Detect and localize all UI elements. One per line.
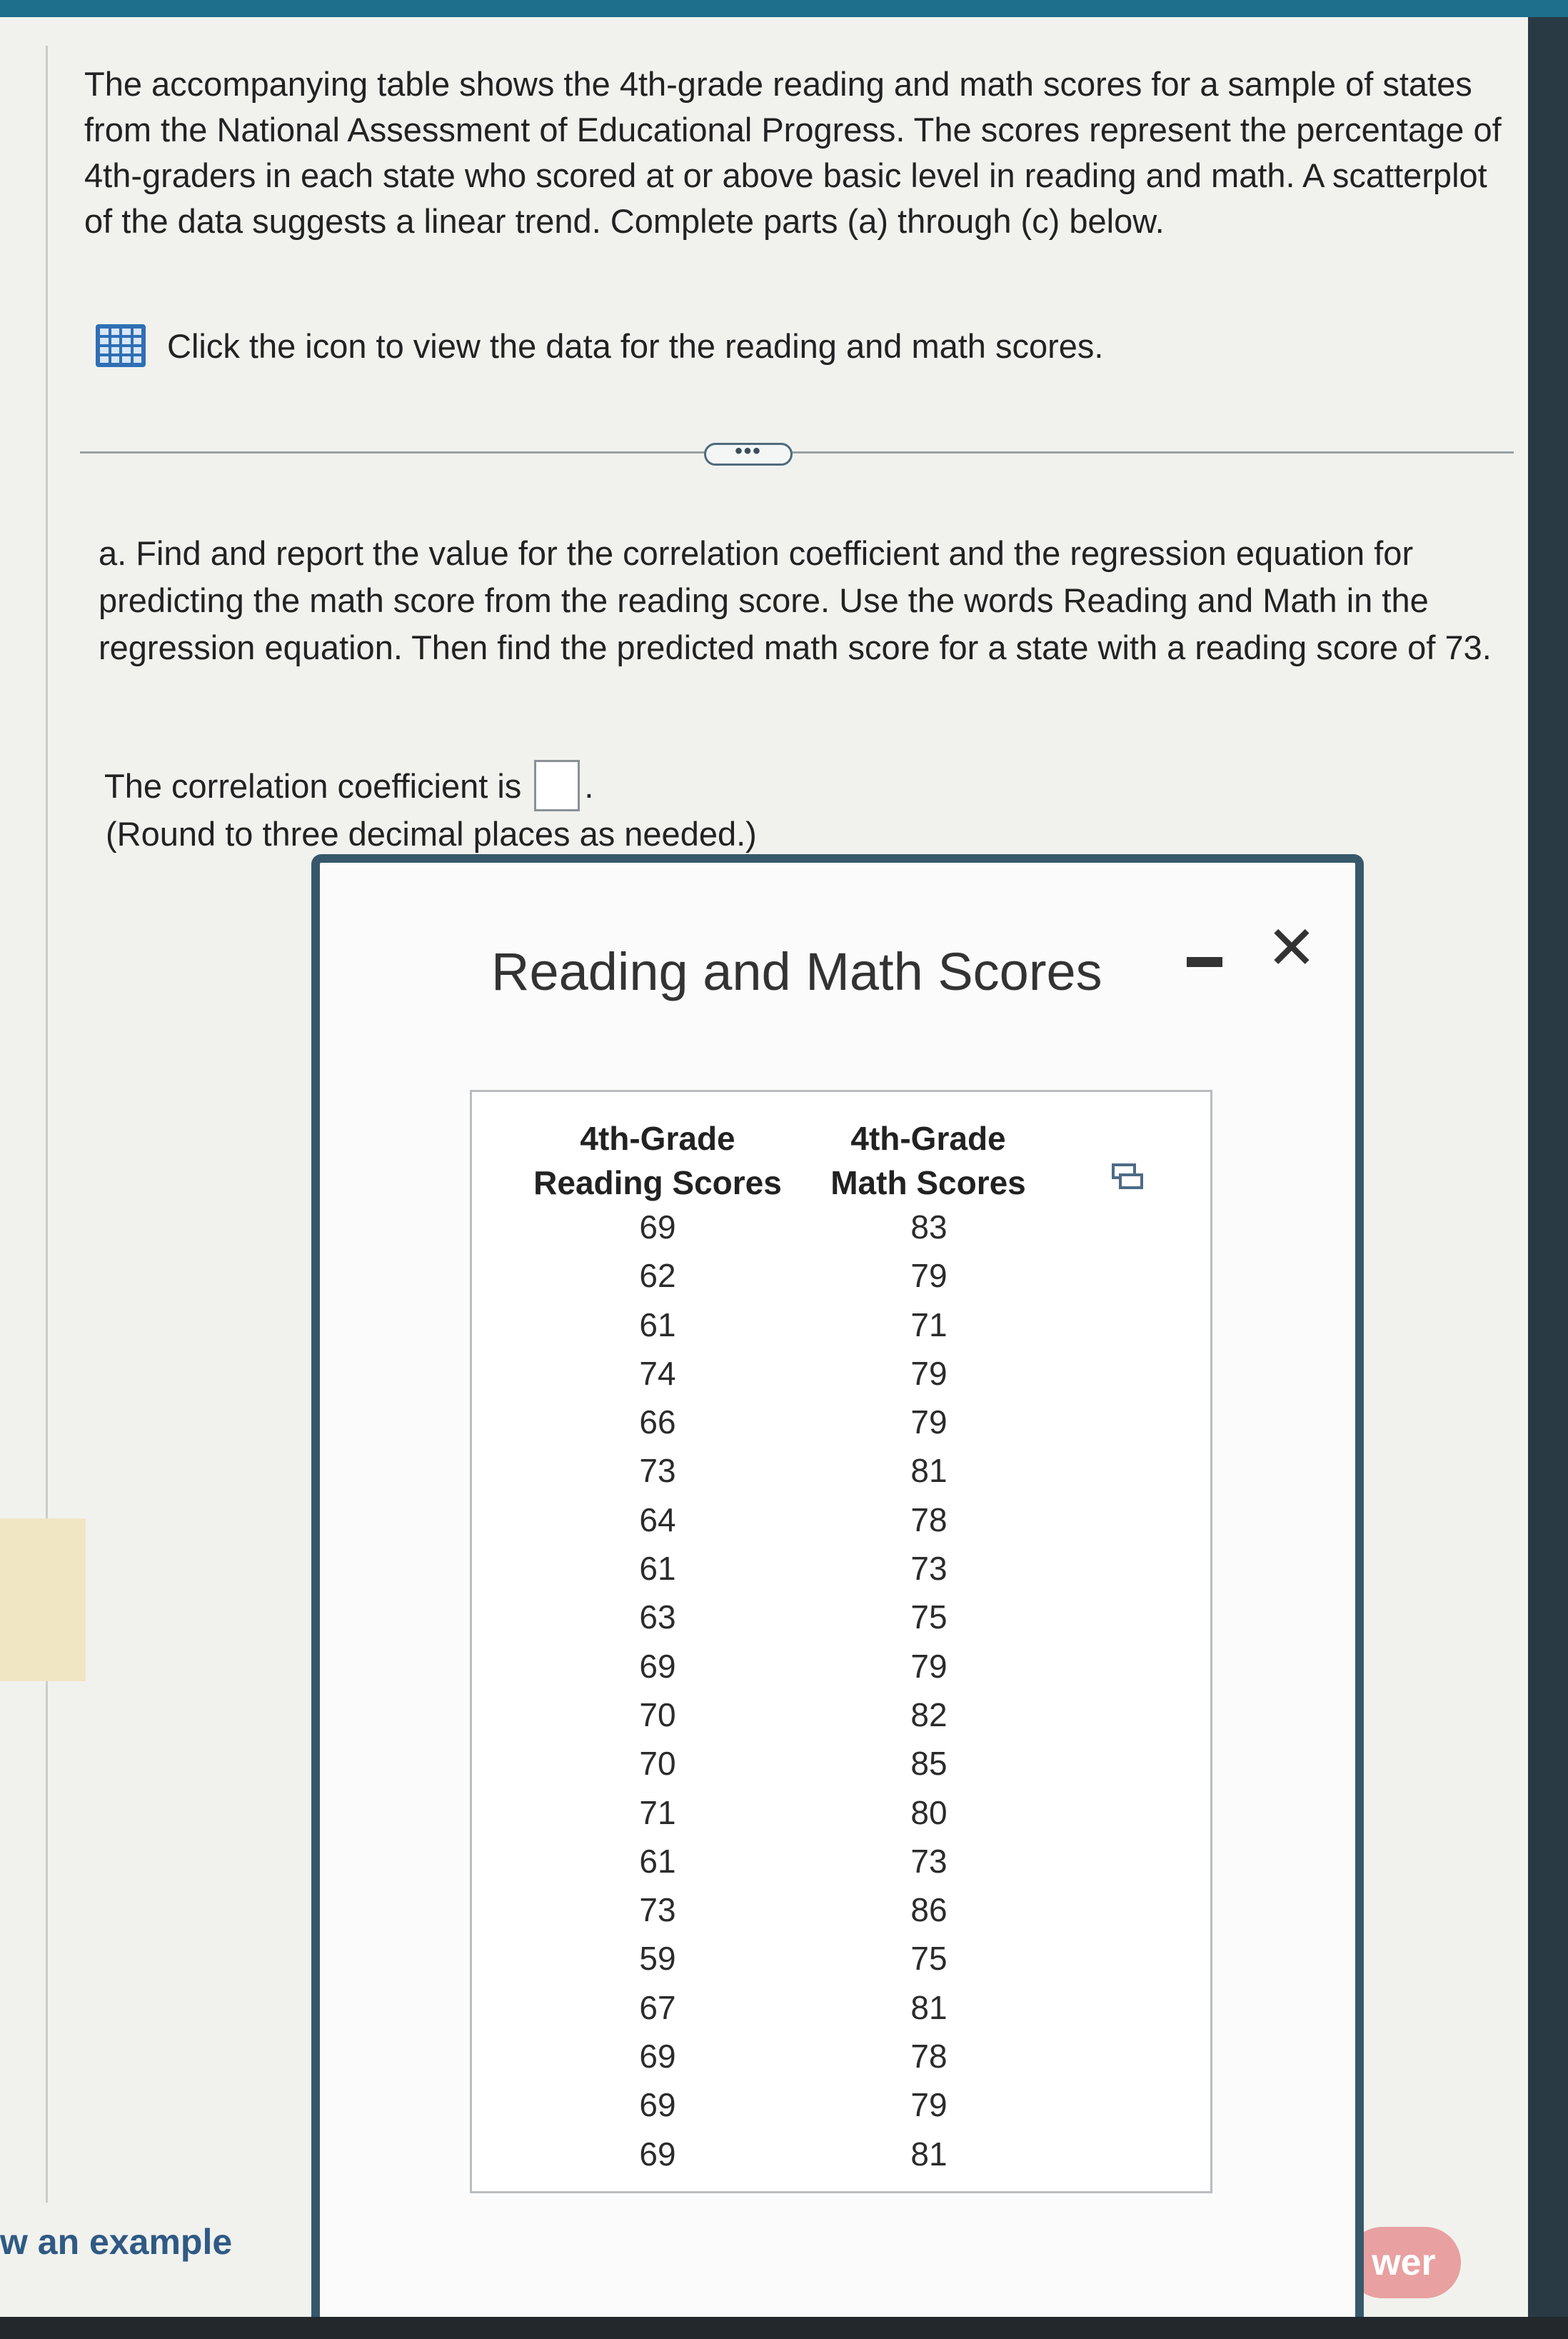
math-cell: 80	[910, 1793, 948, 1831]
math-cell: 79	[910, 2086, 948, 2124]
math-cell: 81	[910, 1988, 948, 2026]
reading-cell: 70	[639, 1745, 676, 1783]
part-a-text: a. Find and report the value for the correlation coefficient and the regression equation for predicting the math score from the reading score. Use the words Reading and Math in the regression equation. Then find the predicted math score for a state with a reading score of 73.	[99, 534, 1492, 666]
copy-icon[interactable]	[1112, 1163, 1143, 1192]
top-accent-bar	[0, 0, 1568, 17]
data-table-modal	[311, 854, 1364, 2339]
table-row	[472, 1933, 1215, 1982]
reading-cell: 69	[639, 1647, 676, 1685]
math-cell: 85	[910, 1745, 948, 1783]
reading-cell: 59	[639, 1940, 676, 1978]
table-row	[472, 1885, 1215, 1933]
math-cell: 78	[910, 2038, 948, 2075]
math-cell: 79	[910, 1403, 948, 1441]
view-example-link[interactable]: w an example	[0, 2222, 233, 2262]
reading-cell: 73	[639, 1452, 676, 1490]
table-row	[472, 2080, 1215, 2128]
table-grid-icon[interactable]	[96, 324, 146, 367]
intro-text: The accompanying table shows the 4th-grade reading and math scores for a sample of states from the National Assessment of Educational Progress. The scores represent the percentage of 4th-graders in each state who scored at or above basic level in reading and math. A scatterplot of the data suggests a linear trend. Complete parts (a) through (c) below.	[84, 65, 1502, 240]
view-data-link-label[interactable]: Click the icon to view the data for the reading and math scores.	[167, 326, 1104, 365]
table-row	[472, 1738, 1215, 1787]
table-row	[472, 1690, 1215, 1738]
table-body	[472, 1202, 1215, 2178]
left-rule	[46, 46, 48, 2203]
table-row	[472, 1300, 1215, 1348]
reading-cell: 67	[639, 1988, 676, 2026]
reading-cell: 70	[639, 1696, 676, 1733]
close-icon[interactable]: ✕	[1266, 914, 1317, 981]
reading-cell: 66	[639, 1403, 676, 1441]
reading-cell: 69	[639, 2135, 676, 2173]
section-divider	[80, 451, 1514, 454]
reading-cell: 73	[639, 1891, 676, 1929]
math-cell: 82	[910, 1696, 948, 1733]
reading-cell: 61	[639, 1842, 676, 1880]
reading-cell: 64	[639, 1501, 676, 1538]
rounding-note: (Round to three decimal places as needed.)	[106, 815, 757, 853]
math-cell: 73	[910, 1550, 948, 1588]
correlation-prompt: The correlation coefficient is	[104, 766, 522, 805]
reading-cell: 69	[639, 1208, 676, 1246]
minimize-icon[interactable]	[1187, 936, 1231, 983]
expand-more-button[interactable]: •••	[704, 443, 793, 466]
correlation-suffix: .	[584, 766, 594, 805]
math-cell: 79	[910, 1257, 948, 1295]
side-highlight	[0, 1518, 86, 1681]
part-a-question	[99, 530, 1498, 671]
table-row	[472, 1397, 1215, 1446]
math-cell: 78	[910, 1501, 948, 1538]
reading-scores-header: 4th-Grade Reading Scores	[533, 1120, 782, 1201]
reading-cell: 62	[639, 1257, 676, 1295]
math-cell: 81	[910, 2135, 948, 2173]
table-row	[472, 1983, 1215, 2031]
reading-cell: 71	[639, 1793, 676, 1831]
table-row	[472, 1592, 1215, 1641]
table-row	[472, 2129, 1215, 2178]
math-cell: 71	[910, 1306, 948, 1343]
reading-cell: 61	[639, 1306, 676, 1343]
reading-cell: 61	[639, 1550, 676, 1588]
table-row	[472, 1543, 1215, 1592]
correlation-line	[104, 760, 593, 811]
correlation-answer-input[interactable]	[534, 760, 580, 811]
reading-cell: 63	[639, 1598, 676, 1636]
math-scores-header: 4th-Grade Math Scores	[830, 1120, 1026, 1201]
math-cell: 75	[910, 1598, 948, 1636]
table-row	[472, 1495, 1215, 1543]
bottom-bezel	[0, 2317, 1568, 2339]
table-row	[472, 1348, 1215, 1397]
math-cell: 73	[910, 1842, 948, 1880]
math-cell: 75	[910, 1940, 948, 1978]
scores-table	[470, 1090, 1212, 2193]
math-cell: 86	[910, 1891, 948, 1929]
modal-title: Reading and Math Scores	[491, 942, 1102, 1001]
question-intro	[84, 61, 1505, 244]
math-cell: 79	[910, 1354, 948, 1392]
math-cell: 81	[910, 1452, 948, 1490]
reading-cell: 74	[639, 1354, 676, 1392]
table-row	[472, 1446, 1215, 1494]
math-cell: 79	[910, 1647, 948, 1685]
math-cell: 83	[910, 1208, 948, 1246]
table-row	[472, 1251, 1215, 1299]
table-row	[472, 1641, 1215, 1690]
table-row	[472, 2031, 1215, 2080]
table-row	[472, 1836, 1215, 1885]
view-data-link[interactable]	[96, 323, 1103, 369]
table-row	[472, 1202, 1215, 1251]
check-answer-button[interactable]: wer	[1347, 2227, 1461, 2298]
table-row	[472, 1788, 1215, 1836]
reading-cell: 69	[639, 2038, 676, 2075]
reading-cell: 69	[639, 2086, 676, 2124]
